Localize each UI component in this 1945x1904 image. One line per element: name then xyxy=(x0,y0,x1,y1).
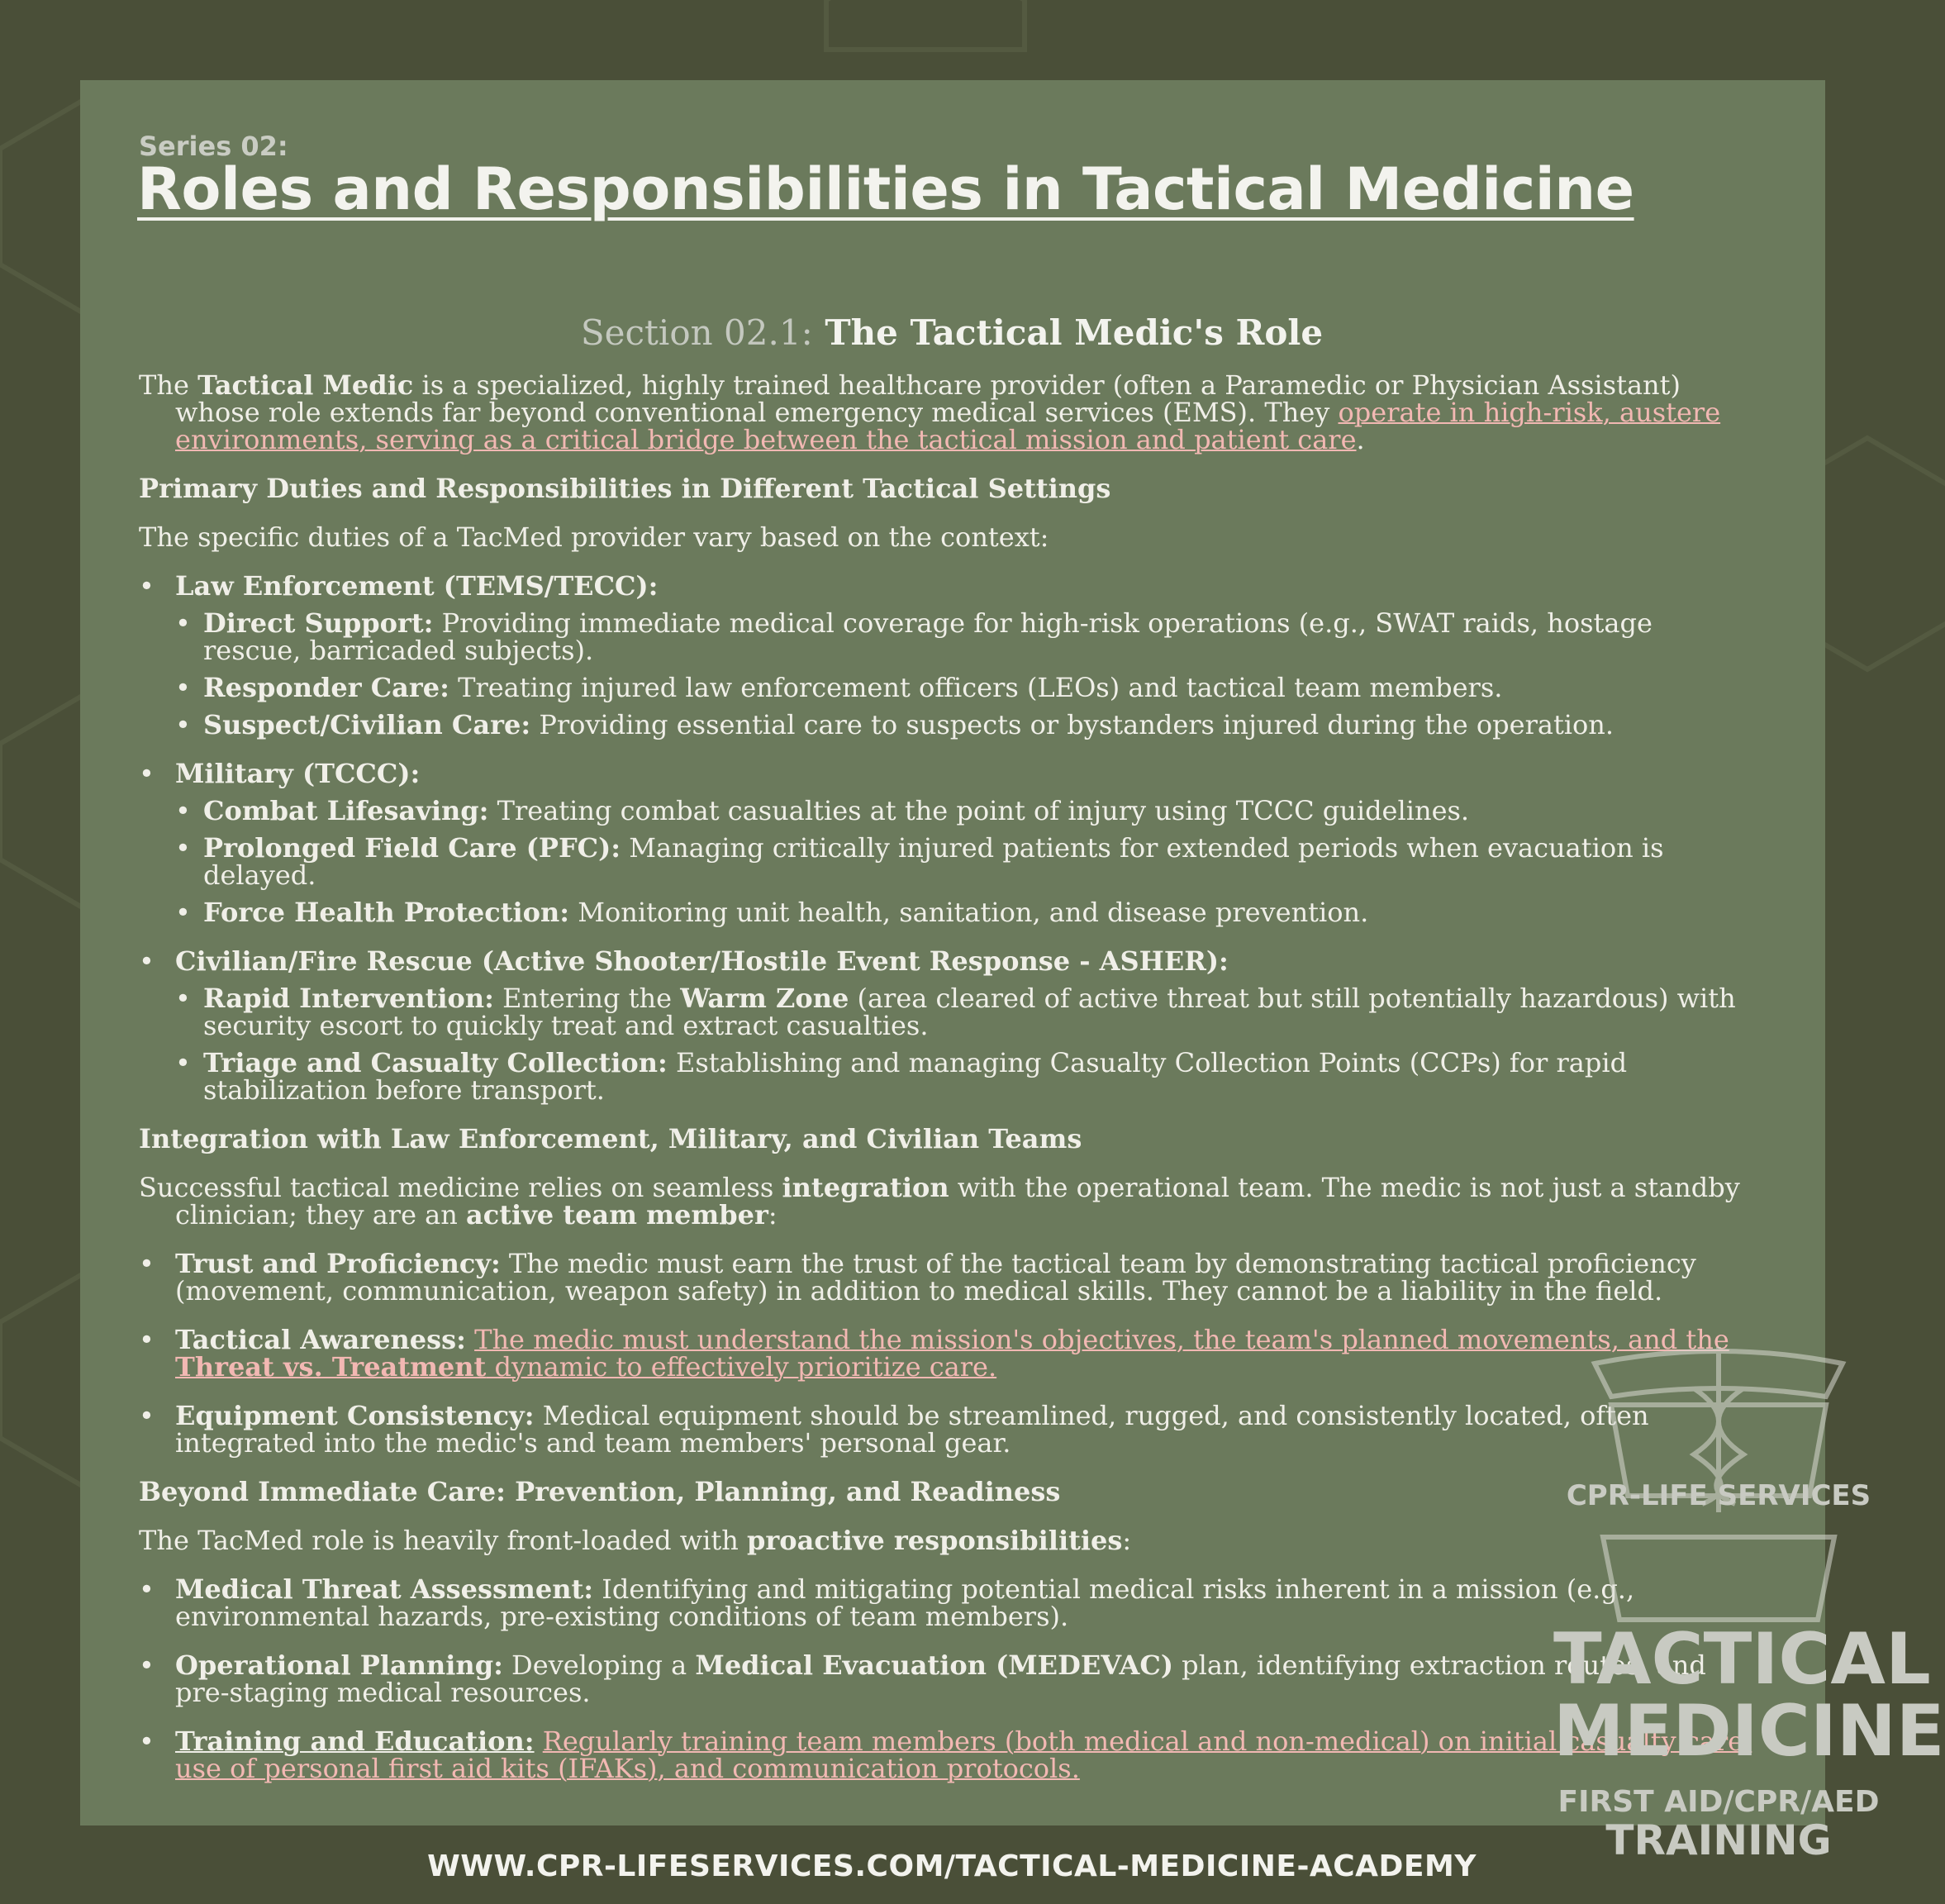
footer-url[interactable]: WWW.CPR-LIFESERVICES.COM/TACTICAL-MEDICINE-ACADEMY xyxy=(427,1849,1477,1883)
list-item-term: Medical Threat Assessment: xyxy=(175,1573,594,1605)
list-item: • Combat Lifesaving: Treating combat casualties at the point of injury using TCCC guidelines. xyxy=(175,795,1470,826)
page-title: Roles and Responsibilities in Tactical Medicine xyxy=(137,155,1634,223)
beyond-text: : xyxy=(1122,1525,1132,1556)
awareness-link[interactable]: The medic must understand the mission's objectives, the team's planned movements, and the xyxy=(474,1324,1729,1355)
law-enforcement-group xyxy=(139,570,1758,740)
intro-link[interactable]: operate in high-risk, austere environments, serving as a critical bridge between the tactical mission and patient care xyxy=(175,397,1721,455)
logo-line-tactical: TACTICAL xyxy=(1553,1618,1931,1701)
integration-heading: Integration with Law Enforcement, Military, and Civilian Teams xyxy=(139,1123,1082,1154)
list-item-term: Responder Care: xyxy=(203,672,449,703)
document-body xyxy=(139,369,1758,1804)
list-item-text: Establishing and managing Casualty Collection Points (CCPs) for rapid stabilization before transport. xyxy=(203,1047,1628,1106)
list-item: • Rapid Intervention: Entering the Warm Zone (area cleared of active threat but still potentially hazardous) with security escort to quickly treat and extract casualties. xyxy=(175,983,1736,1041)
list-item-text: Medical equipment should be streamlined, rugged, and consistently located, often integrated into the medic's and team members' personal gear. xyxy=(175,1400,1649,1459)
list-item-term: Training and Education: xyxy=(175,1726,535,1757)
section-number: Section 02.1: xyxy=(580,312,813,353)
list-item-emphasis: Warm Zone xyxy=(680,983,849,1014)
list-item: • Law Enforcement (TEMS/TECC): xyxy=(139,570,659,602)
list-item-text: (area cleared of active threat but still potentially hazardous) with security escort to quickly treat and extract casualties. xyxy=(203,983,1736,1041)
list-item-text: Providing immediate medical coverage for high-risk operations (e.g., SWAT raids, hostage rescue, barricaded subjects). xyxy=(203,607,1653,666)
list-item-text: plan, identifying extraction routes, and pre-staging medical resources. xyxy=(175,1649,1706,1708)
beyond-text: The TacMed role is heavily front-loaded with xyxy=(139,1525,748,1556)
list-item-term: Triage and Casualty Collection: xyxy=(203,1047,668,1078)
intro-paragraph xyxy=(139,369,1758,455)
logo-brand: CPR-LIFE SERVICES xyxy=(1566,1479,1871,1512)
list-item-term: Direct Support: xyxy=(203,607,434,639)
list-item-label: Military (TCCC): xyxy=(175,758,421,789)
list-item-term: Tactical Awareness: xyxy=(175,1324,466,1355)
list-item-emphasis: Medical Evacuation (MEDEVAC) xyxy=(695,1649,1173,1681)
section-title: The Tactical Medic's Role xyxy=(825,312,1324,353)
beyond-heading: Beyond Immediate Care: Prevention, Planning, and Readiness xyxy=(139,1476,1061,1507)
intro-term: Tactical Medic xyxy=(197,369,414,401)
list-item: • Force Health Protection: Monitoring unit health, sanitation, and disease prevention. xyxy=(175,897,1369,928)
list-item-text: Identifying and mitigating potential medical risks inherent in a mission (e.g., environmental hazards, pre-existing conditions of team members). xyxy=(175,1573,1635,1632)
integration-intro xyxy=(139,1174,1758,1229)
duties-heading: Primary Duties and Responsibilities in Different Tactical Settings xyxy=(139,473,1111,504)
list-item-text: The medic must earn the trust of the tactical team by demonstrating tactical proficiency (movement, communication, weapon safety) in addition to medical skills. They cannot be a liability in the field. xyxy=(175,1248,1696,1307)
integration-text: Successful tactical medicine relies on seamless xyxy=(139,1172,782,1203)
list-item: • Triage and Casualty Collection: Establishing and managing Casualty Collection Points (CCPs) for rapid stabilization before transport. xyxy=(175,1047,1628,1106)
list-item: • Suspect/Civilian Care: Providing essential care to suspects or bystanders injured during the operation. xyxy=(175,709,1614,740)
list-item-text: Monitoring unit health, sanitation, and disease prevention. xyxy=(569,897,1369,928)
logo-line-medicine: MEDICINE xyxy=(1553,1690,1945,1773)
integration-emphasis: integration xyxy=(782,1172,949,1203)
list-item-text: Managing critically injured patients for extended periods when evacuation is delayed. xyxy=(203,832,1664,891)
list-item: • Medical Threat Assessment: Identifying and mitigating potential medical risks inherent in a mission (e.g., environmental hazards, pre-existing conditions of team members). xyxy=(139,1573,1635,1632)
list-item-term: Suspect/Civilian Care: xyxy=(203,709,531,740)
list-item-term: Operational Planning: xyxy=(175,1649,503,1681)
intro-text: The xyxy=(139,369,198,401)
list-item: • Military (TCCC): xyxy=(139,758,421,789)
list-item-label: Law Enforcement (TEMS/TECC): xyxy=(175,570,659,602)
integration-text: with the operational team. The medic is not just a standby clinician; they are an xyxy=(175,1172,1740,1230)
list-item-text: Entering the xyxy=(493,983,681,1014)
series-label: Series 02: xyxy=(139,131,288,162)
list-item: • Prolonged Field Care (PFC): Managing critically injured patients for extended periods when evacuation is delayed. xyxy=(175,832,1664,891)
intro-text: . xyxy=(1356,424,1365,455)
beyond-intro xyxy=(139,1527,1758,1554)
logo-line-services: FIRST AID/CPR/AED xyxy=(1557,1785,1880,1819)
integration-text: : xyxy=(768,1199,778,1230)
logo-line-training: TRAINING xyxy=(1605,1816,1832,1864)
awareness-link[interactable]: dynamic to effectively prioritize care. xyxy=(486,1351,997,1383)
integration-emphasis: active team member xyxy=(466,1199,768,1230)
list-item-term: Combat Lifesaving: xyxy=(203,795,489,826)
list-item: • Civilian/Fire Rescue (Active Shooter/Hostile Event Response - ASHER): xyxy=(139,945,1229,977)
list-item: • Training and Education: Regularly training team members (both medical and non-medical) on initial casualty care, use of personal first aid kits (IFAKs), and communication protocols. xyxy=(139,1726,1752,1784)
list-item: • Trust and Proficiency: The medic must earn the trust of the tactical team by demonstrating tactical proficiency (movement, communication, weapon safety) in addition to medical skills. They cannot be a liability in the field. xyxy=(139,1248,1696,1307)
list-item-term: Rapid Intervention: xyxy=(203,983,494,1014)
list-item-term: Equipment Consistency: xyxy=(175,1400,535,1431)
section-heading xyxy=(0,312,1904,353)
list-item-term: Trust and Proficiency: xyxy=(175,1248,501,1279)
list-item: • Direct Support: Providing immediate medical coverage for high-risk operations (e.g., SWAT raids, hostage rescue, barricaded subjects). xyxy=(175,607,1653,666)
beyond-emphasis: proactive responsibilities xyxy=(747,1525,1123,1556)
list-item-term: Prolonged Field Care (PFC): xyxy=(203,832,621,864)
intro-text: is a specialized, highly trained healthcare provider (often a Paramedic or Physician Assistant) whose role extends far beyond conventional emergency medical services (EMS). They xyxy=(175,369,1681,428)
list-item: • Operational Planning: Developing a Medical Evacuation (MEDEVAC) plan, identifying extraction routes, and pre-staging medical resources. xyxy=(139,1649,1706,1708)
military-group xyxy=(139,760,1758,926)
list-item: • Responder Care: Treating injured law enforcement officers (LEOs) and tactical team members. xyxy=(175,672,1503,703)
list-item-text: Treating injured law enforcement officers (LEOs) and tactical team members. xyxy=(449,672,1503,703)
list-item: • Tactical Awareness: The medic must understand the mission's objectives, the team's planned movements, and the Threat vs. Treatment dynamic to effectively prioritize care. xyxy=(139,1324,1729,1383)
list-item-text: Developing a xyxy=(502,1649,696,1681)
list-item-label: Civilian/Fire Rescue (Active Shooter/Hostile Event Response - ASHER): xyxy=(175,945,1229,977)
civilian-group xyxy=(139,945,1758,1106)
list-item-term: Force Health Protection: xyxy=(203,897,570,928)
training-link[interactable]: Regularly training team members (both medical and non-medical) on initial casualty care, use of personal first aid kits (IFAKs), and communication protocols. xyxy=(175,1726,1752,1784)
list-item: • Equipment Consistency: Medical equipment should be streamlined, rugged, and consistently located, often integrated into the medic's and team members' personal gear. xyxy=(139,1400,1649,1459)
list-item-text: Treating combat casualties at the point of injury using TCCC guidelines. xyxy=(488,795,1470,826)
awareness-link-emphasis[interactable]: Threat vs. Treatment xyxy=(175,1351,487,1383)
list-item-text: Providing essential care to suspects or bystanders injured during the operation. xyxy=(530,709,1614,740)
duties-intro: The specific duties of a TacMed provider vary based on the context: xyxy=(139,521,1049,553)
